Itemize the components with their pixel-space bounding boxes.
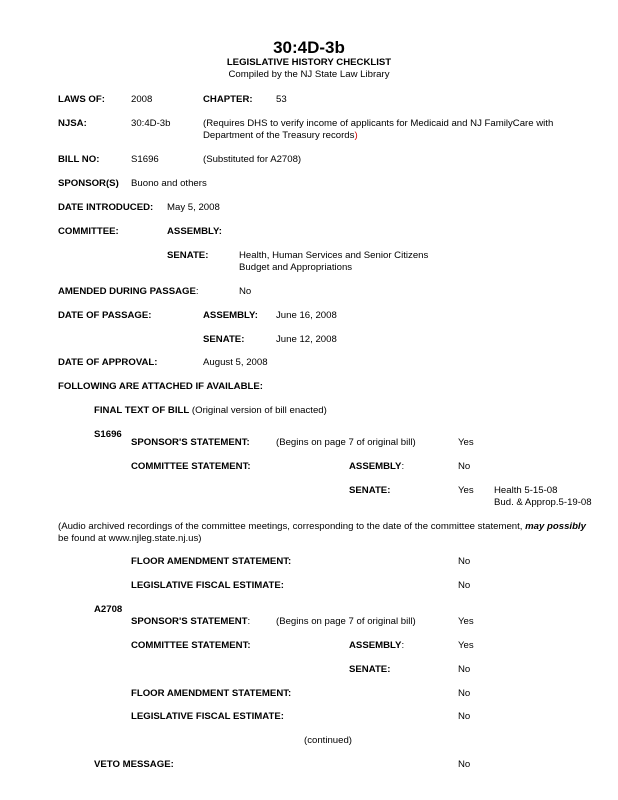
a2708-committee-label: COMMITTEE STATEMENT: <box>131 640 251 651</box>
s1696-assembly-value: No <box>458 461 471 472</box>
following-heading: FOLLOWING ARE ATTACHED IF AVAILABLE: <box>58 381 263 392</box>
laws-of-value: 2008 <box>131 94 153 105</box>
compiled-by: Compiled by the NJ State Law Library <box>228 69 390 80</box>
a2708-sponsor-note: (Begins on page 7 of original bill) <box>276 616 416 627</box>
chapter-value: 53 <box>276 94 287 105</box>
committee-senate-label: SENATE: <box>167 250 209 261</box>
s1696-floor-label: FLOOR AMENDMENT STATEMENT: <box>131 556 292 567</box>
a2708-sponsor-value: Yes <box>458 616 474 627</box>
committee-senate-line2: Budget and Appropriations <box>239 262 353 273</box>
page-title: 30:4D-3b <box>273 38 345 57</box>
a2708-fiscal-label: LEGISLATIVE FISCAL ESTIMATE: <box>131 711 284 722</box>
approval-value: August 5, 2008 <box>203 357 268 368</box>
final-text-label: FINAL TEXT OF BILL <box>94 405 190 416</box>
passage-assembly-value: June 16, 2008 <box>276 310 337 321</box>
njsa-description-line1: (Requires DHS to verify income of applicants for Medicaid and NJ FamilyCare with <box>203 118 554 129</box>
final-text-row <box>94 405 327 417</box>
s1696-senate-detail1: Health 5-15-08 <box>494 485 558 496</box>
audio-note-emphasis: may possibly <box>525 521 586 532</box>
passage-senate-value: June 12, 2008 <box>276 334 337 345</box>
passage-senate-label: SENATE: <box>203 334 245 345</box>
s1696-senate-label: SENATE: <box>349 485 391 496</box>
a2708-sponsor-label <box>131 616 250 628</box>
bill-no-value: S1696 <box>131 154 159 165</box>
a2708-assembly-text: ASSEMBLY <box>349 640 402 651</box>
s1696-assembly-colon: : <box>401 461 405 472</box>
amended-value: No <box>239 286 252 297</box>
approval-label: DATE OF APPROVAL: <box>58 357 158 368</box>
sponsors-value: Buono and others <box>131 178 207 189</box>
njsa-description-line2 <box>203 130 358 142</box>
bill-no-note: (Substituted for A2708) <box>203 154 302 165</box>
s1696-assembly-text: ASSEMBLY <box>349 461 402 472</box>
audio-note-line2: be found at www.njleg.state.nj.us) <box>58 533 202 544</box>
audio-note-line1 <box>58 521 586 533</box>
a2708-bill-label: A2708 <box>94 604 123 615</box>
s1696-senate-value: Yes <box>458 485 474 496</box>
a2708-senate-label: SENATE: <box>349 664 391 675</box>
s1696-assembly-label <box>349 461 404 473</box>
amended-label-text: AMENDED DURING PASSAGE <box>58 286 196 297</box>
s1696-sponsor-label: SPONSOR'S STATEMENT: <box>131 437 250 448</box>
a2708-assembly-value: Yes <box>458 640 474 651</box>
audio-note-text: (Audio archived recordings of the committee meetings, corresponding to the date of the committee statement, <box>58 521 526 532</box>
s1696-sponsor-note: (Begins on page 7 of original bill) <box>276 437 416 448</box>
s1696-floor-value: No <box>458 556 471 567</box>
committee-label: COMMITTEE: <box>58 226 119 237</box>
amended-label <box>58 286 199 298</box>
veto-value: No <box>458 759 471 770</box>
a2708-assembly-label <box>349 640 404 652</box>
continued-note: (continued) <box>304 735 352 746</box>
sponsors-label: SPONSOR(S) <box>58 178 119 189</box>
a2708-floor-label: FLOOR AMENDMENT STATEMENT: <box>131 688 292 699</box>
s1696-committee-label: COMMITTEE STATEMENT: <box>131 461 251 472</box>
a2708-fiscal-value: No <box>458 711 471 722</box>
amended-colon: : <box>195 286 199 297</box>
a2708-assembly-colon: : <box>401 640 405 651</box>
date-introduced-label: DATE INTRODUCED: <box>58 202 154 213</box>
s1696-fiscal-value: No <box>458 580 471 591</box>
njsa-label: NJSA: <box>58 118 87 129</box>
passage-label: DATE OF PASSAGE: <box>58 310 152 321</box>
njsa-value: 30:4D-3b <box>131 118 171 129</box>
s1696-sponsor-value: Yes <box>458 437 474 448</box>
njsa-description-text: Department of the Treasury records <box>203 130 355 141</box>
s1696-fiscal-label: LEGISLATIVE FISCAL ESTIMATE: <box>131 580 284 591</box>
date-introduced-value: May 5, 2008 <box>167 202 220 213</box>
final-text-note: (Original version of bill enacted) <box>191 405 327 416</box>
s1696-senate-detail2: Bud. & Approp.5-19-08 <box>494 497 592 508</box>
laws-of-label: LAWS OF: <box>58 94 105 105</box>
a2708-senate-value: No <box>458 664 471 675</box>
a2708-floor-value: No <box>458 688 471 699</box>
passage-assembly-label: ASSEMBLY: <box>203 310 258 321</box>
committee-senate-line1: Health, Human Services and Senior Citizens <box>239 250 429 261</box>
njsa-close-paren: ) <box>354 130 358 141</box>
a2708-sponsor-text: SPONSOR'S STATEMENT <box>131 616 248 627</box>
chapter-label: CHAPTER: <box>203 94 253 105</box>
veto-label: VETO MESSAGE: <box>94 759 174 770</box>
page-subtitle: LEGISLATIVE HISTORY CHECKLIST <box>226 57 392 68</box>
a2708-sponsor-colon: : <box>247 616 251 627</box>
s1696-bill-label: S1696 <box>94 429 122 440</box>
bill-no-label: BILL NO: <box>58 154 100 165</box>
committee-assembly-label: ASSEMBLY: <box>167 226 222 237</box>
